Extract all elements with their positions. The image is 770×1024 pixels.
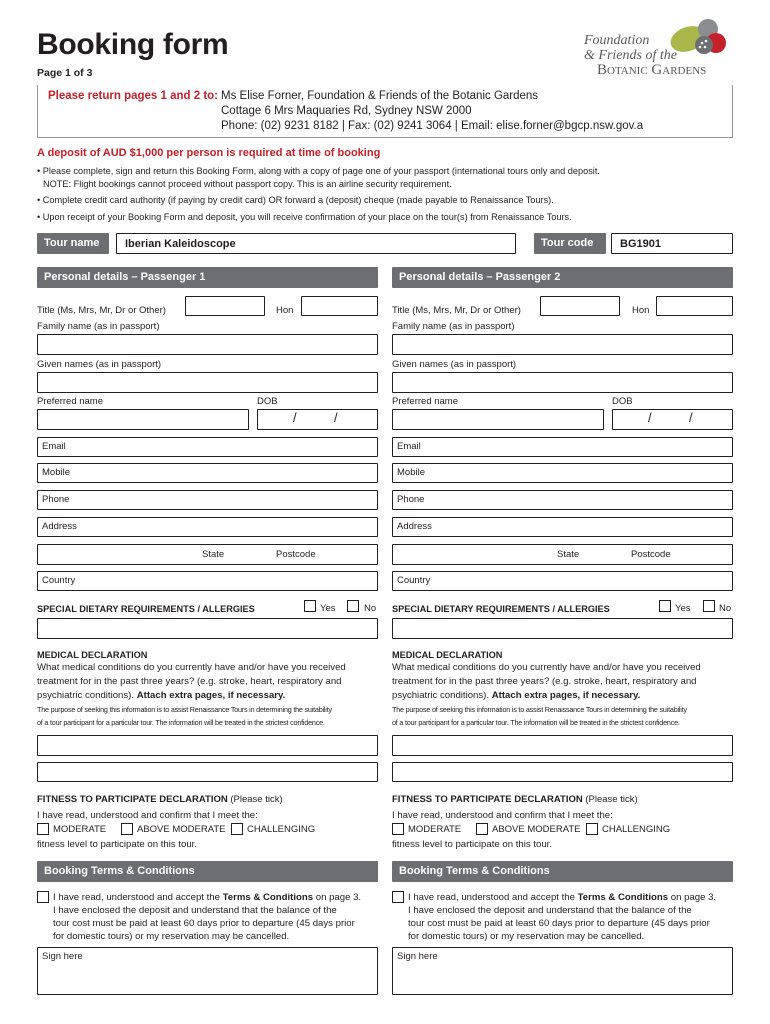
deposit-notice: A deposit of AUD $1,000 per person is required at time of booking [37,147,381,159]
p2-dietary-yes-label: Yes [675,603,691,614]
p1-medical-purpose-1: The purpose of seeking this information is to assist Renaissance Tours in determining the suitability [37,705,332,714]
p1-dietary-input[interactable] [37,618,378,639]
p2-address-input[interactable]: Address [392,517,733,537]
p1-medical-text-3a: psychiatric conditions). [37,690,135,701]
p2-given-input[interactable] [392,372,733,393]
p2-dob-label: DOB [612,396,633,407]
p2-terms-heading: Booking Terms & Conditions [392,861,733,882]
p2-fitness-line-2: fitness level to participate on this tour. [392,839,552,850]
p1-mobile-input[interactable]: Mobile [37,463,378,483]
p1-medical-text-1: What medical conditions do you currently have and/or have you received [37,662,346,673]
p2-medical-text-3 [392,689,640,702]
p1-terms-link[interactable]: Terms & Conditions [222,892,314,903]
p1-medical-heading: MEDICAL DECLARATION [37,650,148,660]
p1-medical-purpose-2: of a tour participant for a particular tour. The information will be treated in the strictest confidence. [37,718,325,727]
p2-dietary-no-label: No [719,603,732,614]
p1-address-input[interactable]: Address [37,517,378,537]
p1-family-label: Family name (as in passport) [37,321,160,332]
p1-moderate-label: MODERATE [53,824,107,835]
logo-line-2: & Friends of the [584,48,677,63]
p2-terms-line-3: tour cost must be paid at least 60 days prior to departure (45 days prior [408,918,710,929]
page-number: Page 1 of 3 [37,67,93,79]
p2-family-label: Family name (as in passport) [392,321,515,332]
p1-fitness-heading-row [37,794,283,805]
p2-moderate-checkbox[interactable] [392,823,404,835]
p2-terms-line-2: I have enclosed the deposit and understand that the balance of the [408,905,692,916]
p1-dob-label: DOB [257,396,278,407]
p2-postcode-label: Postcode [631,549,671,560]
p1-dietary-no-checkbox[interactable] [347,600,359,612]
p1-dob-slash-1: / [293,410,297,425]
p1-dietary-yes-checkbox[interactable] [304,600,316,612]
p2-email-input[interactable]: Email [392,437,733,457]
passenger-2-heading: Personal details – Passenger 2 [392,267,733,288]
p2-challenging-label: CHALLENGING [602,824,671,835]
p1-terms-line-1-pre: I have read, understood and accept the [53,892,220,903]
p2-title-label: Title (Ms, Mrs, Mr, Dr or Other) [392,305,521,316]
p2-medical-text-3-bold: Attach extra pages, if necessary. [491,690,641,701]
p1-challenging-checkbox[interactable] [231,823,243,835]
p1-hon-input[interactable] [301,296,378,316]
p2-dietary-label: SPECIAL DIETARY REQUIREMENTS / ALLERGIES [392,604,610,614]
p1-terms-checkbox[interactable] [37,891,49,903]
p1-terms-line-1 [53,891,398,904]
p2-dob-input[interactable] [612,409,733,430]
p1-above-moderate-label: ABOVE MODERATE [137,824,226,835]
p1-given-input[interactable] [37,372,378,393]
return-line-2: Cottage 6 Mrs Maquaries Rd, Sydney NSW 2000 [221,105,472,117]
passenger-1-heading: Personal details – Passenger 1 [37,267,378,288]
p1-medical-text-3-bold: Attach extra pages, if necessary. [136,690,286,701]
p2-moderate-label: MODERATE [408,824,462,835]
tour-name-input[interactable]: Iberian Kaleidoscope [116,233,516,254]
p2-terms-line-1-pre: I have read, understood and accept the [408,892,575,903]
p1-medical-input-2[interactable] [37,762,378,782]
p2-fitness-heading-row [392,794,638,805]
p1-dietary-no-label: No [364,603,377,614]
p2-medical-text-3a: psychiatric conditions). [392,690,490,701]
p1-preferred-label: Preferred name [37,396,104,407]
p1-given-label: Given names (as in passport) [37,359,162,370]
p1-fitness-line-2: fitness level to participate on this tour. [37,839,197,850]
p2-fitness-tick: (Please tick) [585,794,638,805]
p1-challenging-label: CHALLENGING [247,824,316,835]
p1-moderate-checkbox[interactable] [37,823,49,835]
p2-above-moderate-label: ABOVE MODERATE [492,824,581,835]
p2-dietary-input[interactable] [392,618,733,639]
p1-title-label: Title (Ms, Mrs, Mr, Dr or Other) [37,305,166,316]
p2-fitness-heading: FITNESS TO PARTICIPATE DECLARATION [392,794,583,805]
p2-terms-link[interactable]: Terms & Conditions [577,892,669,903]
p1-email-input[interactable]: Email [37,437,378,457]
p2-above-moderate-checkbox[interactable] [476,823,488,835]
p1-preferred-input[interactable] [37,409,249,430]
p2-medical-heading: MEDICAL DECLARATION [392,650,503,660]
p2-dietary-no-checkbox[interactable] [703,600,715,612]
p1-medical-text-3 [37,689,285,702]
logo-line-1: Foundation [584,33,650,48]
p1-fitness-tick: (Please tick) [230,794,283,805]
p2-hon-input[interactable] [656,296,733,316]
p1-terms-line-3: tour cost must be paid at least 60 days prior to departure (45 days prior [53,918,355,929]
p2-terms-line-1 [408,891,753,904]
p1-country-input[interactable]: Country [37,571,378,591]
p2-medical-purpose-2: of a tour participant for a particular tour. The information will be treated in the strictest confidence. [392,718,680,727]
p1-above-moderate-checkbox[interactable] [121,823,133,835]
p2-dob-slash-1: / [648,410,652,425]
p2-challenging-checkbox[interactable] [586,823,598,835]
logo [584,17,734,79]
p1-terms-line-4: for domestic tours) or my reservation may be cancelled. [53,931,290,942]
p1-medical-input-1[interactable] [37,735,378,756]
p2-dietary-yes-checkbox[interactable] [659,600,671,612]
p2-dob-slash-2: / [689,410,693,425]
p2-medical-purpose-1: The purpose of seeking this information is to assist Renaissance Tours in determining the suitability [392,705,687,714]
p1-dob-slash-2: / [334,410,338,425]
p2-title-input[interactable] [540,296,620,316]
p2-medical-input-1[interactable] [392,735,733,756]
return-line-3: Phone: (02) 9231 8182 | Fax: (02) 9241 3064 | Email: elise.forner@bgcp.nsw.gov.a [221,120,644,132]
p1-sign-here-box[interactable]: Sign here [37,947,378,995]
p2-fitness-line-1: I have read, understood and confirm that I meet the: [392,810,613,821]
p1-dob-input[interactable] [257,409,378,430]
p1-medical-text-2: treatment for in the past three years? (e.g. stroke, heart, respiratory and [37,676,342,687]
p1-dietary-label: SPECIAL DIETARY REQUIREMENTS / ALLERGIES [37,604,255,614]
p2-terms-checkbox[interactable] [392,891,404,903]
tour-code-input[interactable]: BG1901 [611,233,733,254]
logo-line-3: Botanic Gardens [597,62,707,78]
tour-name-label: Tour name [37,233,109,254]
p2-terms-line-4: for domestic tours) or my reservation may be cancelled. [408,931,645,942]
p2-terms-line-1-post: on page 3. [670,892,717,903]
p2-medical-input-2[interactable] [392,762,733,782]
p2-mobile-input[interactable]: Mobile [392,463,733,483]
p2-country-input[interactable]: Country [392,571,733,591]
p2-medical-text-1: What medical conditions do you currently have and/or have you received [392,662,701,673]
p1-fitness-heading: FITNESS TO PARTICIPATE DECLARATION [37,794,228,805]
p1-terms-heading: Booking Terms & Conditions [37,861,378,882]
p2-state-label: State [557,549,580,560]
bullet-note: NOTE: Flight bookings cannot proceed without passport copy. This is an airline security requirement. [43,179,452,189]
p1-state-label: State [202,549,225,560]
p1-fitness-line-1: I have read, understood and confirm that I meet the: [37,810,258,821]
p2-hon-label: Hon [632,305,650,316]
return-line-1: Ms Elise Forner, Foundation & Friends of the Botanic Gardens [221,90,539,102]
tour-code-label: Tour code [534,233,606,254]
p1-dietary-yes-label: Yes [320,603,336,614]
p1-family-input[interactable] [37,334,378,355]
page-title: Booking form [37,28,229,61]
bullet-3: • Upon receipt of your Booking Form and deposit, you will receive confirmation of your place on the tour(s) from Renaissance Tours. [37,212,572,222]
p2-preferred-input[interactable] [392,409,604,430]
p2-family-input[interactable] [392,334,733,355]
p2-phone-input[interactable]: Phone [392,490,733,510]
p2-preferred-label: Preferred name [392,396,459,407]
p2-sign-here-box[interactable]: Sign here [392,947,733,995]
p1-title-input[interactable] [185,296,265,316]
p1-terms-line-2: I have enclosed the deposit and understand that the balance of the [53,905,337,916]
bullet-2: • Complete credit card authority (if paying by credit card) OR forward a (deposit) cheque (made payable to Renaissance Tours). [37,195,554,205]
bullet-1: • Please complete, sign and return this Booking Form, along with a copy of page one of your passport (international tours only and deposit. [37,166,600,176]
return-label: Please return pages 1 and 2 to: [48,90,219,102]
p1-terms-line-1-post: on page 3. [315,892,362,903]
p2-given-label: Given names (as in passport) [392,359,517,370]
p1-hon-label: Hon [276,305,294,316]
p1-phone-input[interactable]: Phone [37,490,378,510]
p1-postcode-label: Postcode [276,549,316,560]
p2-medical-text-2: treatment for in the past three years? (e.g. stroke, heart, respiratory and [392,676,697,687]
